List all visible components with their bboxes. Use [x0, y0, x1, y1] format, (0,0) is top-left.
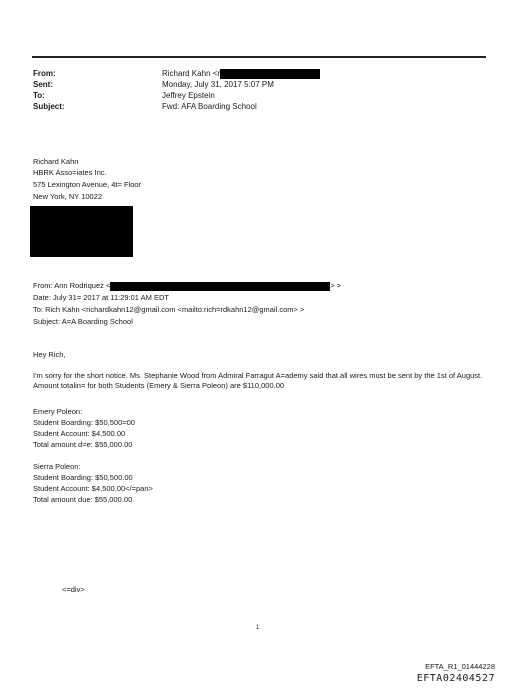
signature-address-1: 575 Lexington Avenue, 4t= Floor: [33, 180, 142, 189]
subject-value: Fwd: AFA Boarding School: [162, 102, 257, 111]
redaction-block: [110, 282, 330, 291]
from-value-text: Richard Kahn <r: [162, 69, 221, 78]
forwarded-from: [33, 281, 341, 291]
emery-boarding: Student Boarding: $50,500=00: [33, 418, 135, 427]
forwarded-subject: Subject: A=A Boarding School: [33, 317, 133, 326]
from-label: From:: [33, 69, 56, 78]
emery-name: Emery Poleon:: [33, 407, 83, 416]
document-id-secondary: EFTA02404527: [416, 673, 495, 684]
redaction-block: [30, 206, 133, 257]
signature-address-2: New York, NY 10022: [33, 192, 103, 201]
forwarded-from-text: From: Ann Rodriquez <: [33, 281, 111, 290]
subject-label: Subject:: [33, 102, 65, 111]
div-tag-text: <=div>: [62, 585, 85, 594]
to-label: To:: [33, 91, 45, 100]
sent-label: Sent:: [33, 80, 53, 89]
redaction-block: [220, 69, 320, 79]
from-value: [162, 68, 320, 79]
greeting: Hey Rich,: [33, 350, 66, 359]
forwarded-to: To: Rich Kahn <richardkahn12@gmail.com <mailto:rich=rdkahn12@gmail.com> >: [33, 305, 305, 314]
page-number: 1: [256, 625, 260, 631]
sierra-account: Student Account: $4,500.00</=pan>: [33, 484, 153, 493]
forwarded-date: Date: July 31= 2017 at 11:29:01 AM EDT: [33, 293, 169, 302]
sierra-total: Total amount due: $55,000.00: [33, 495, 133, 504]
forwarded-from-tail: > >: [330, 281, 342, 290]
body-paragraph: I'm sorry for the short notice. Ms. Stephanie Wood from Admiral Farragut A=ademy said that all wires must be sent by the 1st of August. Amount totalin= for both Students (Emery & Sierra Poleon) are $110,000.00: [33, 371, 483, 390]
signature-name: Richard Kahn: [33, 157, 79, 166]
signature-company: HBRK Asso=iates Inc.: [33, 168, 107, 177]
sent-value: Monday, July 31, 2017 5:07 PM: [162, 80, 274, 89]
emery-account: Student Account: $4,500.00: [33, 429, 126, 438]
emery-total: Total amount d=e: $55,000.00: [33, 440, 133, 449]
document-id-primary: EFTA_R1_01444228: [425, 662, 495, 671]
sierra-boarding: Student Boarding: $50,500.00: [33, 473, 133, 482]
to-value: Jeffrey Epstein: [162, 91, 215, 100]
sierra-name: Sierra Poleon:: [33, 462, 81, 471]
header-divider: [32, 56, 486, 58]
